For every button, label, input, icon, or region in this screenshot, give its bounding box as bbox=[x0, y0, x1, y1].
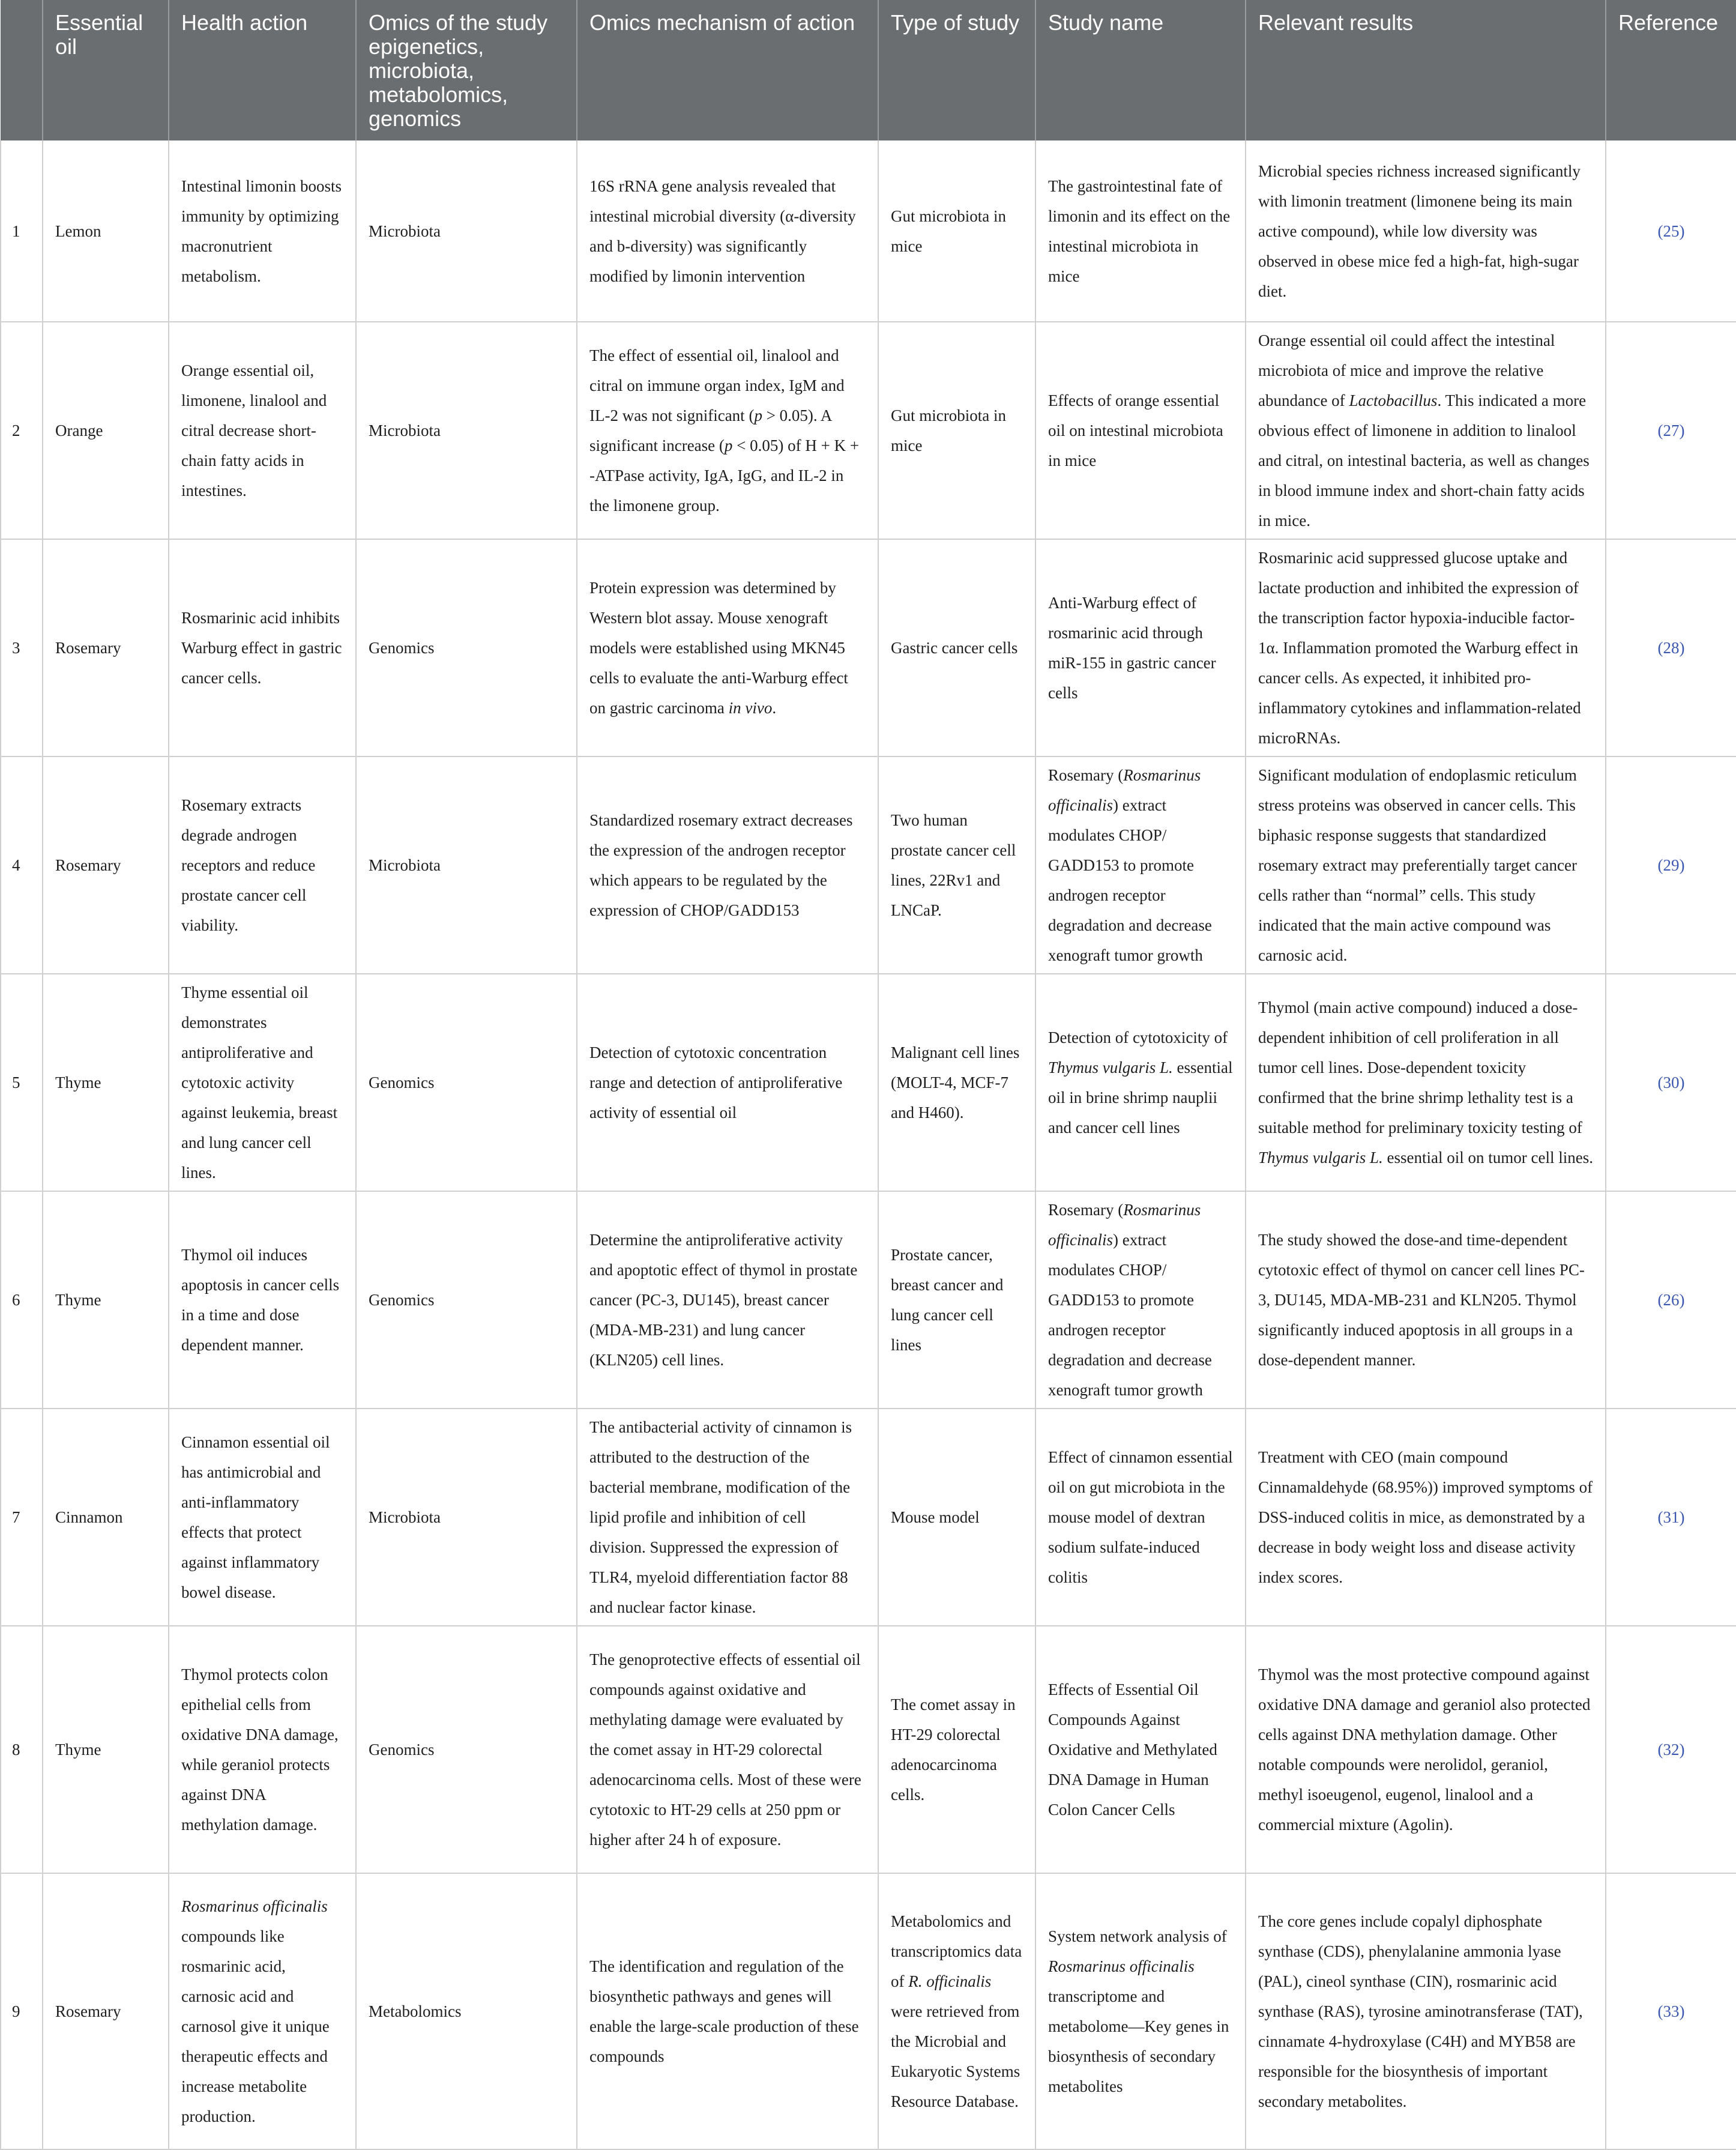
row-number: 2 bbox=[1, 322, 43, 539]
header-omics-mechanism: Omics mechanism of action bbox=[577, 0, 878, 140]
health-action-cell: Rosemary extracts degrade androgen receptors and reduce prostate cancer cell viability. bbox=[169, 756, 356, 974]
mechanism-text: < 0.05) of H + K + -ATPase activity, IgA, IgG, and IL-2 in the limonene group. bbox=[589, 436, 860, 515]
table-row bbox=[1, 756, 1736, 974]
table-row bbox=[1, 1626, 1736, 1873]
row-number: 8 bbox=[1, 1626, 43, 1873]
omics-cell: Genomics bbox=[356, 974, 577, 1191]
table-row bbox=[1, 1873, 1736, 2149]
results-cell: Microbial species richness increased significantly with limonin treatment (limonene being its main active compound), while low diversity was observed in obese mice fed a high-fat, high-sugar diet. bbox=[1246, 140, 1606, 322]
type-of-study-cell bbox=[878, 1873, 1035, 2149]
omics-cell: Microbiota bbox=[356, 756, 577, 974]
study-text: Rosemary ( bbox=[1048, 766, 1124, 784]
row-number: 5 bbox=[1, 974, 43, 1191]
type-of-study-cell: Two human prostate cancer cell lines, 22Rv1 and LNCaP. bbox=[878, 756, 1035, 974]
study-name-cell: Effects of orange essential oil on intestinal microbiota in mice bbox=[1035, 322, 1246, 539]
type-text: Metabolomics and transcriptomics data of bbox=[891, 1912, 1022, 1990]
species-name: Rosmarinus officinalis bbox=[1048, 766, 1201, 814]
row-number: 9 bbox=[1, 1873, 43, 2149]
species-name: Rosmarinus officinalis bbox=[1048, 1201, 1201, 1249]
mechanism-cell: The genoprotective effects of essential oil compounds against oxidative and methylating damage were evaluated by the comet assay in HT-29 colorectal adenocarcinoma cells. Most of these were cytotoxic to HT-29 cells at 250 ppm or higher after 24 h of exposure. bbox=[577, 1626, 878, 1873]
results-cell: The study showed the dose-and time-dependent cytotoxic effect of thymol on cancer cell lines PC-3, DU145, MDA-MB-231 and KLN205. Thymol significantly induced apoptosis in all groups in a dose-dependent manner. bbox=[1246, 1191, 1606, 1409]
results-cell: Rosmarinic acid suppressed glucose uptake and lactate production and inhibited the expression of the transcription factor hypoxia-inducible factor-1α. Inflammation promoted the Warburg effect in cancer cells. As expected, it inhibited pro-inflammatory cytokines and inflammation-related microRNAs. bbox=[1246, 539, 1606, 756]
essential-oil-cell: Rosemary bbox=[43, 756, 169, 974]
study-name-cell bbox=[1035, 1191, 1246, 1409]
results-text: Orange essential oil could affect the intestinal microbiota of mice and improve the relative abundance of bbox=[1258, 331, 1555, 409]
mechanism-text: The effect of essential oil, linalool and citral on immune organ index, IgM and IL-2 was not significant ( bbox=[589, 346, 845, 424]
mechanism-cell: Standardized rosemary extract decreases the expression of the androgen receptor which appears to be regulated by the expression of CHOP/GADD153 bbox=[577, 756, 878, 974]
essential-oil-cell: Thyme bbox=[43, 1191, 169, 1409]
omics-cell: Microbiota bbox=[356, 140, 577, 322]
reference-link[interactable]: (26) bbox=[1606, 1191, 1736, 1409]
results-cell bbox=[1246, 974, 1606, 1191]
mechanism-cell bbox=[577, 322, 878, 539]
in-vivo-term: in vivo bbox=[728, 699, 773, 717]
reference-link[interactable]: (27) bbox=[1606, 322, 1736, 539]
health-action-cell: Cinnamon essential oil has antimicrobial and anti-inflammatory effects that protect against inflammatory bowel disease. bbox=[169, 1409, 356, 1626]
study-text: System network analysis of bbox=[1048, 1927, 1227, 1945]
header-index bbox=[1, 0, 43, 140]
omics-cell: Microbiota bbox=[356, 322, 577, 539]
reference-link[interactable]: (28) bbox=[1606, 539, 1736, 756]
mechanism-cell bbox=[577, 539, 878, 756]
results-cell: Treatment with CEO (main compound Cinnamaldehyde (68.95%)) improved symptoms of DSS-induced colitis in mice, as demonstrated by a decrease in body weight loss and disease activity index scores. bbox=[1246, 1409, 1606, 1626]
reference-link[interactable]: (32) bbox=[1606, 1626, 1736, 1873]
study-name-cell bbox=[1035, 974, 1246, 1191]
health-action-cell: Rosmarinic acid inhibits Warburg effect in gastric cancer cells. bbox=[169, 539, 356, 756]
header-health-action: Health action bbox=[169, 0, 356, 140]
study-name-cell bbox=[1035, 1873, 1246, 2149]
study-name-cell: Effects of Essential Oil Compounds Against Oxidative and Methylated DNA Damage in Human Colon Cancer Cells bbox=[1035, 1626, 1246, 1873]
table-row bbox=[1, 974, 1736, 1191]
type-of-study-cell: The comet assay in HT-29 colorectal adenocarcinoma cells. bbox=[878, 1626, 1035, 1873]
species-name: Lactobacillus bbox=[1349, 391, 1438, 409]
species-name: Thymus vulgaris L. bbox=[1048, 1058, 1173, 1077]
health-action-cell: Orange essential oil, limonene, linalool and citral decrease short-chain fatty acids in intestines. bbox=[169, 322, 356, 539]
health-action-cell: Thyme essential oil demonstrates antiproliferative and cytotoxic activity against leukemia, breast and lung cancer cell lines. bbox=[169, 974, 356, 1191]
row-number: 3 bbox=[1, 539, 43, 756]
type-of-study-cell: Gastric cancer cells bbox=[878, 539, 1035, 756]
study-text: ) extract modulates CHOP/ GADD153 to promote androgen receptor degradation and decrease xenograft tumor growth bbox=[1048, 1231, 1212, 1399]
results-cell: Significant modulation of endoplasmic reticulum stress proteins was observed in cancer cells. This biphasic response suggests that standardized rosemary extract may preferentially target cancer cells rather than “normal” cells. This study indicated that the main active compound was carnosic acid. bbox=[1246, 756, 1606, 974]
mechanism-cell: 16S rRNA gene analysis revealed that intestinal microbial diversity (α-diversity and b-diversity) was significantly modified by limonin intervention bbox=[577, 140, 878, 322]
results-text: . This indicated a more obvious effect of limonene in addition to linalool and citral, on intestinal bacteria, as well as changes in blood immune index and short-chain fatty acids in mice. bbox=[1258, 391, 1590, 530]
species-name: Rosmarinus officinalis bbox=[181, 1897, 328, 1915]
type-of-study-cell: Prostate cancer, breast cancer and lung cancer cell lines bbox=[878, 1191, 1035, 1409]
p-value-symbol: p bbox=[754, 406, 762, 424]
omics-cell: Microbiota bbox=[356, 1409, 577, 1626]
header-row bbox=[1, 0, 1736, 140]
header-type-of-study: Type of study bbox=[878, 0, 1035, 140]
mechanism-cell: The antibacterial activity of cinnamon is attributed to the destruction of the bacterial membrane, modification of the lipid profile and inhibition of cell division. Suppressed the expression of TLR4, myeloid differentiation factor 88 and nuclear factor kinase. bbox=[577, 1409, 878, 1626]
mechanism-cell: Determine the antiproliferative activity and apoptotic effect of thymol in prostate cancer (PC-3, DU145), breast cancer (MDA-MB-231) and lung cancer (KLN205) cell lines. bbox=[577, 1191, 878, 1409]
header-reference: Reference bbox=[1606, 0, 1736, 140]
type-of-study-cell: Mouse model bbox=[878, 1409, 1035, 1626]
type-of-study-cell: Gut microbiota in mice bbox=[878, 140, 1035, 322]
results-cell: The core genes include copalyl diphosphate synthase (CDS), phenylalanine ammonia lyase (PAL), cineol synthase (CIN), rosmarinic acid synthase (RAS), tyrosine aminotransferase (TAT), cinnamate 4-hydroxylase (C4H) and MYB58 are responsible for the biosynthesis of important secondary metabolites. bbox=[1246, 1873, 1606, 2149]
study-text: Detection of cytotoxicity of bbox=[1048, 1028, 1228, 1046]
results-cell bbox=[1246, 322, 1606, 539]
species-name: R. officinalis bbox=[908, 1972, 992, 1990]
row-number: 7 bbox=[1, 1409, 43, 1626]
health-text: compounds like rosmarinic acid, carnosic acid and carnosol give it unique therapeutic effects and increase metabolite production. bbox=[181, 1927, 330, 2125]
health-action-cell bbox=[169, 1873, 356, 2149]
study-name-cell bbox=[1035, 756, 1246, 974]
type-of-study-cell: Malignant cell lines (MOLT-4, MCF-7 and H460). bbox=[878, 974, 1035, 1191]
study-name-cell: Anti-Warburg effect of rosmarinic acid through miR-155 in gastric cancer cells bbox=[1035, 539, 1246, 756]
mechanism-text: Protein expression was determined by Western blot assay. Mouse xenograft models were established using MKN45 cells to evaluate the anti-Warburg effect on gastric carcinoma bbox=[589, 579, 848, 717]
results-cell: Thymol was the most protective compound against oxidative DNA damage and geraniol also protected cells against DNA methylation damage. Other notable compounds were nerolidol, geraniol, methyl isoeugenol, eugenol, linalool and a commercial mixture (Agolin). bbox=[1246, 1626, 1606, 1873]
header-essential-oil: Essential oil bbox=[43, 0, 169, 140]
table-row bbox=[1, 1191, 1736, 1409]
table-row bbox=[1, 140, 1736, 322]
p-value-symbol: p bbox=[724, 436, 733, 454]
results-text: essential oil on tumor cell lines. bbox=[1382, 1149, 1593, 1167]
reference-link[interactable]: (25) bbox=[1606, 140, 1736, 322]
essential-oil-cell: Cinnamon bbox=[43, 1409, 169, 1626]
essential-oil-cell: Lemon bbox=[43, 140, 169, 322]
omics-cell: Metabolomics bbox=[356, 1873, 577, 2149]
omics-cell: Genomics bbox=[356, 539, 577, 756]
table-row bbox=[1, 322, 1736, 539]
table-row bbox=[1, 539, 1736, 756]
row-number: 4 bbox=[1, 756, 43, 974]
header-relevant-results: Relevant results bbox=[1246, 0, 1606, 140]
mechanism-cell: Detection of cytotoxic concentration range and detection of antiproliferative activity of essential oil bbox=[577, 974, 878, 1191]
header-study-name: Study name bbox=[1035, 0, 1246, 140]
health-action-cell: Thymol protects colon epithelial cells from oxidative DNA damage, while geraniol protects against DNA methylation damage. bbox=[169, 1626, 356, 1873]
row-number: 1 bbox=[1, 140, 43, 322]
essential-oil-cell: Thyme bbox=[43, 1626, 169, 1873]
row-number: 6 bbox=[1, 1191, 43, 1409]
reference-link[interactable]: (29) bbox=[1606, 756, 1736, 974]
type-of-study-cell: Gut microbiota in mice bbox=[878, 322, 1035, 539]
study-name-cell: The gastrointestinal fate of limonin and its effect on the intestinal microbiota in mice bbox=[1035, 140, 1246, 322]
species-name: Rosmarinus officinalis bbox=[1048, 1957, 1195, 1975]
study-name-cell: Effect of cinnamon essential oil on gut microbiota in the mouse model of dextran sodium sulfate-induced colitis bbox=[1035, 1409, 1246, 1626]
essential-oil-cell: Thyme bbox=[43, 974, 169, 1191]
species-name: Thymus vulgaris L. bbox=[1258, 1149, 1383, 1167]
mechanism-text: . bbox=[772, 699, 777, 717]
reference-link[interactable]: (30) bbox=[1606, 974, 1736, 1191]
mechanism-text: > 0.05). A significant increase ( bbox=[589, 406, 831, 454]
reference-link[interactable]: (33) bbox=[1606, 1873, 1736, 2149]
header-omics-of-study: Omics of the study epigenetics, microbiota, metabolomics, genomics bbox=[356, 0, 577, 140]
table-row bbox=[1, 1409, 1736, 1626]
results-text: Thymol (main active compound) induced a dose-dependent inhibition of cell proliferation in all tumor cell lines. Dose-dependent toxicity confirmed that the brine shrimp lethality test is a suitable method for preliminary toxicity testing of bbox=[1258, 998, 1582, 1137]
study-text: Rosemary ( bbox=[1048, 1201, 1124, 1219]
omics-cell: Genomics bbox=[356, 1191, 577, 1409]
omics-cell: Genomics bbox=[356, 1626, 577, 1873]
essential-oil-cell: Rosemary bbox=[43, 539, 169, 756]
study-text: essential oil in brine shrimp nauplii and cancer cell lines bbox=[1048, 1058, 1233, 1137]
essential-oil-cell: Rosemary bbox=[43, 1873, 169, 2149]
reference-link[interactable]: (31) bbox=[1606, 1409, 1736, 1626]
study-text: ) extract modulates CHOP/ GADD153 to promote androgen receptor degradation and decrease xenograft tumor growth bbox=[1048, 796, 1212, 964]
study-text: transcriptome and metabolome—Key genes in biosynthesis of secondary metabolites bbox=[1048, 1987, 1229, 2095]
health-action-cell: Intestinal limonin boosts immunity by optimizing macronutrient metabolism. bbox=[169, 140, 356, 322]
mechanism-cell: The identification and regulation of the biosynthetic pathways and genes will enable the large-scale production of these compounds bbox=[577, 1873, 878, 2149]
health-action-cell: Thymol oil induces apoptosis in cancer cells in a time and dose dependent manner. bbox=[169, 1191, 356, 1409]
type-text: were retrieved from the Microbial and Eukaryotic Systems Resource Database. bbox=[891, 2002, 1020, 2110]
essential-oil-cell: Orange bbox=[43, 322, 169, 539]
